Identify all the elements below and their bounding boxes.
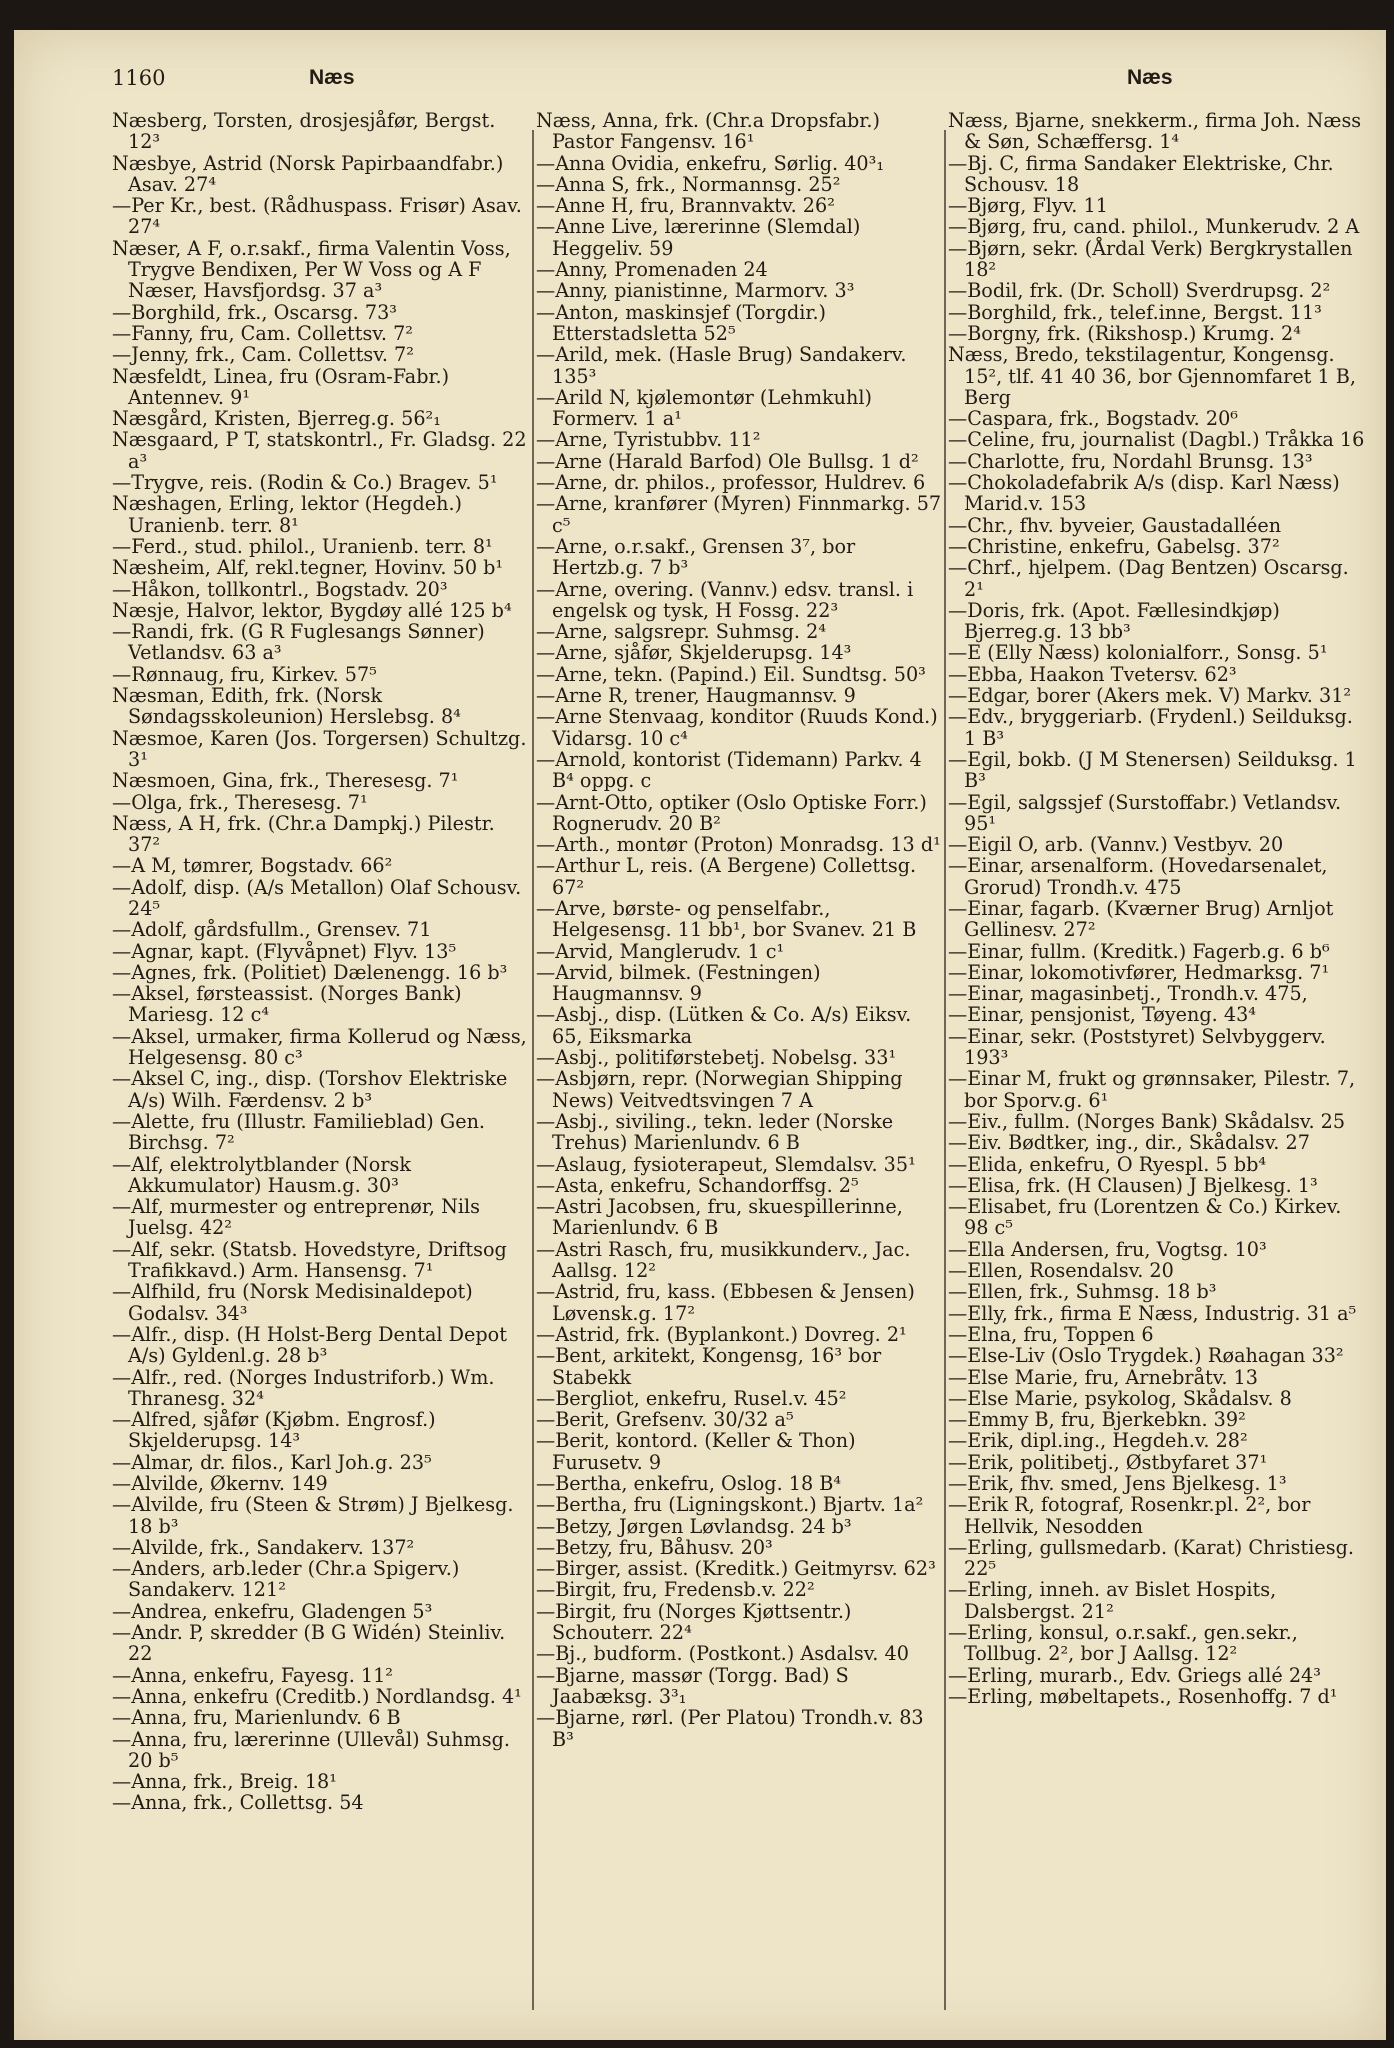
directory-entry: —Else Marie, psykolog, Skådalsv. 8 bbox=[948, 1386, 1292, 1410]
column-divider bbox=[532, 130, 534, 2010]
directory-entry: —Arne, salgsrepr. Suhmsg. 2⁴ bbox=[536, 620, 827, 644]
directory-entry: —Anna Ovidia, enkefru, Sørlig. 40³₁ bbox=[536, 151, 885, 175]
directory-entry: Næsje, Halvor, lektor, Bygdøy allé 125 b⁴ bbox=[112, 598, 512, 622]
directory-entry: —Anna, fru, lærerinne (Ullevål) Suhmsg. 20 b⁵ bbox=[112, 1727, 510, 1772]
directory-entry: —Per Kr., best. (Rådhuspass. Frisør) Asav. 27⁴ bbox=[112, 194, 522, 239]
directory-entry: —Adolf, gårdsfullm., Grensev. 71 bbox=[112, 918, 432, 942]
directory-entry: —Alfr., red. (Norges Industriforb.) Wm. Thranesg. 32⁴ bbox=[112, 1365, 495, 1410]
directory-entry: —Elisa, frk. (H Clausen) J Bjelkesg. 1³ bbox=[948, 1173, 1318, 1197]
directory-entry: —Betzy, Jørgen Løvlandsg. 24 b³ bbox=[536, 1514, 852, 1538]
directory-entry: —Anna S, frk., Normannsg. 25² bbox=[536, 172, 841, 196]
directory-entry: —Arth., montør (Proton) Monradsg. 13 d¹ bbox=[536, 833, 941, 857]
directory-entry: —Elly, frk., firma E Næss, Industrig. 31 a⁵ bbox=[948, 1301, 1357, 1325]
directory-entry: —Caspara, frk., Bogstadv. 20⁶ bbox=[948, 407, 1238, 431]
directory-entry: —Anna, fru, Marienlundv. 6 B bbox=[112, 1706, 401, 1730]
directory-entry: —Edv., bryggeriarb. (Frydenl.) Seilduksg. 1 B³ bbox=[948, 705, 1353, 750]
directory-entry: —Arne, sjåfør, Skjelderupsg. 14³ bbox=[536, 641, 852, 665]
directory-entry: —Egil, salgssjef (Surstoffabr.) Vetlandsv. 95¹ bbox=[948, 790, 1342, 835]
directory-entry: —Erik, politibetj., Østbyfaret 37¹ bbox=[948, 1450, 1268, 1474]
directory-entry: —Alette, fru (Illustr. Familieblad) Gen. Birchsg. 7² bbox=[112, 1109, 486, 1155]
directory-entry: Næsmoe, Karen (Jos. Torgersen) Schultzg. 3¹ bbox=[112, 726, 527, 771]
column-1 bbox=[112, 110, 530, 2010]
directory-entry: —E (Elly Næss) kolonialforr., Sonsg. 5¹ bbox=[948, 641, 1328, 665]
directory-entry: —Erling, møbeltapets., Rosenhoffg. 7 d¹ bbox=[948, 1684, 1338, 1708]
directory-entry: —Anders, arb.leder (Chr.a Spigerv.) Sandakerv. 121² bbox=[112, 1557, 460, 1602]
directory-entry: —Anna, enkefru (Creditb.) Nordlandsg. 4¹ bbox=[112, 1684, 522, 1708]
directory-entry: —Arnt-Otto, optiker (Oslo Optiske Forr.) Rognerudv. 20 B² bbox=[536, 790, 927, 835]
directory-entry: —Astrid, frk. (Byplankont.) Dovreg. 2¹ bbox=[536, 1322, 907, 1346]
directory-entry: —Fanny, fru, Cam. Collettsv. 7² bbox=[112, 321, 413, 345]
directory-entry: —Arne Stenvaag, konditor (Ruuds Kond.) Vidarsg. 10 c⁴ bbox=[536, 705, 938, 750]
directory-entry: —Arne, Tyristubbv. 11² bbox=[536, 428, 761, 452]
directory-entry: —Birgit, fru (Norges Kjøttsentr.) Schouterr. 22⁴ bbox=[536, 1599, 852, 1645]
directory-entry: —A M, tømrer, Bogstadv. 66² bbox=[112, 854, 393, 878]
directory-entry: —Astri Jacobsen, fru, skuespillerinne, Marienlundv. 6 B bbox=[536, 1195, 903, 1240]
directory-entry: —Chr., fhv. byveier, Gaustadalléen bbox=[948, 513, 1282, 537]
directory-entry: —Bjørg, fru, cand. philol., Munkerudv. 2 A bbox=[948, 215, 1360, 239]
directory-entry: —Eigil O, arb. (Vannv.) Vestbyv. 20 bbox=[948, 833, 1284, 857]
directory-entry: Næss, A H, frk. (Chr.a Dampkj.) Pilestr. 37² bbox=[112, 811, 495, 857]
directory-entry: —Einar, arsenalform. (Hovedarsenalet, Grorud) Trondh.v. 475 bbox=[948, 854, 1328, 899]
directory-entry: —Bj., budform. (Postkont.) Asdalsv. 40 bbox=[536, 1642, 909, 1666]
directory-entry: —Arild N, kjølemontør (Lehmkuhl) Formerv. 1 a¹ bbox=[536, 385, 872, 431]
directory-entry: Næsgård, Kristen, Bjerreg.g. 56²₁ bbox=[112, 407, 441, 431]
directory-entry: —Borghild, frk., telef.inne, Bergst. 11³ bbox=[948, 300, 1322, 324]
directory-entry: Næshagen, Erling, lektor (Hegdeh.) Uranienb. terr. 8¹ bbox=[112, 492, 463, 537]
directory-entry: —Arve, børste- og penselfabr., Helgesensg. 11 bb¹, bor Svanev. 21 B bbox=[536, 896, 917, 942]
directory-entry: —Birgit, fru, Fredensb.v. 22² bbox=[536, 1578, 815, 1602]
directory-entry: —Arvid, Manglerudv. 1 c¹ bbox=[536, 939, 785, 963]
column-2 bbox=[536, 110, 942, 2010]
directory-entry: —Anny, Promenaden 24 bbox=[536, 258, 768, 282]
directory-entry: —Adolf, disp. (A/s Metallon) Olaf Schousv. 24⁵ bbox=[112, 875, 522, 920]
directory-entry: —Alf, murmester og entreprenør, Nils Juelsg. 42² bbox=[112, 1195, 481, 1240]
directory-entry: Næsgaard, P T, statskontrl., Fr. Gladsg. 22 a³ bbox=[112, 428, 527, 473]
directory-entry: —Alfr., disp. (H Holst-Berg Dental Depot A/s) Gyldenl.g. 28 b³ bbox=[112, 1322, 507, 1368]
directory-entry: —Aksel C, ing., disp. (Torshov Elektriske A/s) Wilh. Færdensv. 2 b³ bbox=[112, 1067, 508, 1112]
directory-entry: —Asta, enkefru, Schandorffsg. 2⁵ bbox=[536, 1173, 859, 1197]
directory-entry: —Jenny, frk., Cam. Collettsv. 7² bbox=[112, 343, 414, 367]
directory-entry: —Eiv., fullm. (Norges Bank) Skådalsv. 25 bbox=[948, 1109, 1346, 1133]
directory-entry: —Astri Rasch, fru, musikkunderv., Jac. Aallsg. 12² bbox=[536, 1237, 911, 1283]
directory-entry: Næsfeldt, Linea, fru (Osram-Fabr.) Antennev. 9¹ bbox=[112, 364, 450, 409]
directory-entry: —Agnar, kapt. (Flyvåpnet) Flyv. 13⁵ bbox=[112, 939, 457, 963]
directory-entry: —Arne, tekn. (Papind.) Eil. Sundtsg. 50³ bbox=[536, 662, 926, 686]
directory-entry: —Astrid, fru, kass. (Ebbesen & Jensen) Løvensk.g. 17² bbox=[536, 1280, 915, 1325]
directory-entry: —Alf, sekr. (Statsb. Hovedstyre, Driftsog Trafikkavd.) Arm. Hansensg. 7¹ bbox=[112, 1237, 507, 1283]
directory-entry: —Anna, enkefru, Fayesg. 11² bbox=[112, 1663, 394, 1687]
directory-entry: —Bjørg, Flyv. 11 bbox=[948, 194, 1108, 218]
directory-entry: —Anny, pianistinne, Marmorv. 3³ bbox=[536, 279, 855, 303]
directory-entry: —Aksel, urmaker, firma Kollerud og Næss, Helgesensg. 80 c³ bbox=[112, 1024, 527, 1070]
directory-entry: —Betzy, fru, Båhusv. 20³ bbox=[536, 1535, 773, 1559]
directory-entry: —Bjarne, rørl. (Per Platou) Trondh.v. 83 B³ bbox=[536, 1706, 924, 1751]
directory-entry: —Almar, dr. filos., Karl Joh.g. 23⁵ bbox=[112, 1450, 432, 1474]
directory-entry: —Randi, frk. (G R Fuglesangs Sønner) Vetlandsv. 63 a³ bbox=[112, 620, 485, 665]
directory-entry: Næsmoen, Gina, frk., Theresesg. 7¹ bbox=[112, 769, 459, 793]
directory-entry: —Arne, overing. (Vannv.) edsv. transl. i engelsk og tysk, H Fossg. 22³ bbox=[536, 577, 914, 622]
header-left: Næs bbox=[309, 66, 355, 89]
directory-entry: —Arne, o.r.sakf., Grensen 3⁷, bor Hertzb.g. 7 b³ bbox=[536, 534, 856, 580]
directory-entry: —Alvilde, frk., Sandakerv. 137² bbox=[112, 1535, 415, 1559]
directory-entry: —Ebba, Haakon Tvetersv. 62³ bbox=[948, 662, 1237, 686]
directory-entry: —Chrf., hjelpem. (Dag Bentzen) Oscarsg. 2¹ bbox=[948, 556, 1349, 601]
directory-entry: —Erling, murarb., Edv. Griegs allé 24³ bbox=[948, 1663, 1321, 1687]
directory-entry: —Aksel, førsteassist. (Norges Bank) Mariesg. 12 c⁴ bbox=[112, 982, 462, 1027]
directory-entry: —Bergliot, enkefru, Rusel.v. 45² bbox=[536, 1386, 847, 1410]
header-right: Næs bbox=[1127, 66, 1173, 89]
directory-entry: —Asbj., siviling., tekn. leder (Norske Trehus) Marienlundv. 6 B bbox=[536, 1109, 894, 1155]
directory-entry: —Erling, gullsmedarb. (Karat) Christiesg. 22⁵ bbox=[948, 1535, 1354, 1581]
directory-entry: Næss, Bjarne, snekkerm., firma Joh. Næss & Søn, Schæffersg. 1⁴ bbox=[948, 110, 1362, 154]
directory-entry: —Anna, frk., Collettsg. 54 bbox=[112, 1791, 364, 1815]
directory-entry: —Borghild, frk., Oscarsg. 73³ bbox=[112, 300, 397, 324]
directory-entry: —Else-Liv (Oslo Trygdek.) Røahagan 33² bbox=[948, 1344, 1344, 1368]
directory-entry: —Ellen, frk., Suhmsg. 18 b³ bbox=[948, 1280, 1217, 1304]
directory-entry: —Chokoladefabrik A/s (disp. Karl Næss) Marid.v. 153 bbox=[948, 471, 1340, 516]
directory-entry: —Anton, maskinsjef (Torgdir.) Etterstadsletta 52⁵ bbox=[536, 300, 827, 345]
directory-entry: —Christine, enkefru, Gabelsg. 37² bbox=[948, 534, 1280, 558]
directory-entry: Næsberg, Torsten, drosjesjåfør, Bergst. 12³ bbox=[112, 110, 496, 154]
directory-entry: —Arnold, kontorist (Tidemann) Parkv. 4 B⁴ oppg. c bbox=[536, 747, 922, 793]
directory-entry: —Einar, lokomotivfører, Hedmarksg. 7¹ bbox=[948, 960, 1330, 984]
directory-entry: —Agnes, frk. (Politiet) Dælenengg. 16 b³ bbox=[112, 960, 508, 984]
directory-entry: —Trygve, reis. (Rodin & Co.) Bragev. 5¹ bbox=[112, 471, 498, 495]
directory-entry: —Alfhild, fru (Norsk Medisinaldepot) Godalsv. 34³ bbox=[112, 1280, 473, 1325]
directory-entry: —Rønnaug, fru, Kirkev. 57⁵ bbox=[112, 662, 377, 686]
directory-entry: —Erik R, fotograf, Rosenkr.pl. 2², bor Hellvik, Nesodden bbox=[948, 1493, 1311, 1538]
directory-entry: —Celine, fru, journalist (Dagbl.) Tråkka 16 bbox=[948, 428, 1365, 452]
directory-entry: —Arne (Harald Barfod) Ole Bullsg. 1 d² bbox=[536, 449, 919, 473]
directory-entry: —Einar, fullm. (Kreditk.) Fagerb.g. 6 b⁶ bbox=[948, 939, 1330, 963]
directory-entry: —Einar M, frukt og grønnsaker, Pilestr. 7, bor Sporv.g. 6¹ bbox=[948, 1067, 1356, 1112]
directory-entry: —Birger, assist. (Kreditk.) Geitmyrsv. 62³ bbox=[536, 1557, 936, 1581]
directory-entry: —Anna, frk., Breig. 18¹ bbox=[112, 1770, 337, 1794]
directory-entry: —Asbj., politiførstebetj. Nobelsg. 33¹ bbox=[536, 1046, 897, 1070]
column-3 bbox=[948, 110, 1368, 2010]
directory-entry: —Ferd., stud. philol., Uranienb. terr. 8¹ bbox=[112, 534, 493, 558]
directory-entry: Næss, Anna, frk. (Chr.a Dropsfabr.) Pastor Fangensv. 16¹ bbox=[536, 110, 880, 154]
directory-entry: —Charlotte, fru, Nordahl Brunsg. 13³ bbox=[948, 449, 1313, 473]
directory-entry: —Doris, frk. (Apot. Fællesindkjøp) Bjerreg.g. 13 bb³ bbox=[948, 598, 1280, 644]
directory-entry: —Erling, konsul, o.r.sakf., gen.sekr., Tollbug. 2², bor J Aallsg. 12² bbox=[948, 1621, 1298, 1666]
directory-entry: —Bj. C, firma Sandaker Elektriske, Chr. Schousv. 18 bbox=[948, 151, 1334, 196]
directory-entry: —Bodil, frk. (Dr. Scholl) Sverdrupsg. 2² bbox=[948, 279, 1331, 303]
directory-entry: —Anne H, fru, Brannvaktv. 26² bbox=[536, 194, 835, 218]
directory-entry: —Elna, fru, Toppen 6 bbox=[948, 1322, 1154, 1346]
directory-page bbox=[14, 30, 1386, 2040]
directory-entry: —Einar, sekr. (Poststyret) Selvbyggerv. 193³ bbox=[948, 1024, 1326, 1070]
directory-entry: —Asbj., disp. (Lütken & Co. A/s) Eiksv. 65, Eiksmarka bbox=[536, 1003, 912, 1048]
directory-entry: —Andrea, enkefru, Gladengen 5³ bbox=[112, 1599, 433, 1623]
directory-entry: —Arild, mek. (Hasle Brug) Sandakerv. 135³ bbox=[536, 343, 907, 388]
directory-entry: —Asbjørn, repr. (Norwegian Shipping News) Veitvedtsvingen 7 A bbox=[536, 1067, 903, 1112]
directory-entry: —Emmy B, fru, Bjerkebkn. 39² bbox=[948, 1408, 1246, 1432]
directory-entry: —Berit, kontord. (Keller & Thon) Furusetv. 9 bbox=[536, 1429, 856, 1474]
directory-entry: Næss, Bredo, tekstilagentur, Kongensg. 15², tlf. 41 40 36, bor Gjennomfaret 1 B, Berg bbox=[948, 343, 1356, 409]
directory-entry: —Eiv. Bødtker, ing., dir., Skådalsv. 27 bbox=[948, 1131, 1310, 1155]
directory-entry: —Ellen, Rosendalsv. 20 bbox=[948, 1259, 1174, 1283]
directory-entry: —Einar, magasinbetj., Trondh.v. 475, bbox=[948, 982, 1308, 1006]
directory-entry: —Aslaug, fysioterapeut, Slemdalsv. 35¹ bbox=[536, 1152, 916, 1176]
directory-entry: —Bjørn, sekr. (Årdal Verk) Bergkrystallen 18² bbox=[948, 236, 1353, 282]
directory-entry: —Alfred, sjåfør (Kjøbm. Engrosf.) Skjelderupsg. 14³ bbox=[112, 1408, 436, 1453]
directory-entry: Næser, A F, o.r.sakf., firma Valentin Voss, Trygve Bendixen, Per W Voss og A F Næser, Havsfjordsg. 37 a³ bbox=[112, 236, 511, 303]
directory-entry: —Andr. P, skredder (B G Widén) Steinliv. 22 bbox=[112, 1621, 506, 1666]
directory-entry: —Borgny, frk. (Rikshosp.) Krumg. 2⁴ bbox=[948, 321, 1301, 345]
directory-entry: —Erling, inneh. av Bislet Hospits, Dalsbergst. 21² bbox=[948, 1578, 1277, 1623]
directory-entry: —Bjarne, massør (Torgg. Bad) S Jaabæksg. 3³₁ bbox=[536, 1663, 849, 1708]
directory-entry: —Alvilde, Økernv. 149 bbox=[112, 1472, 328, 1495]
directory-entry: Næsheim, Alf, rekl.tegner, Hovinv. 50 b¹ bbox=[112, 556, 504, 580]
directory-entry: —Edgar, borer (Akers mek. V) Markv. 31² bbox=[948, 684, 1352, 708]
directory-entry: —Egil, bokb. (J M Stenersen) Seilduksg. 1 B³ bbox=[948, 747, 1357, 793]
directory-entry: —Olga, frk., Theresesg. 7¹ bbox=[112, 790, 368, 814]
column-divider bbox=[944, 130, 946, 2010]
directory-entry: Næsman, Edith, frk. (Norsk Søndagsskoleunion) Herslebsg. 8⁴ bbox=[112, 684, 461, 729]
directory-entry: —Else Marie, fru, Arnebråtv. 13 bbox=[948, 1365, 1258, 1389]
directory-entry: —Einar, fagarb. (Kværner Brug) Arnljot Gellinesv. 27² bbox=[948, 896, 1334, 942]
directory-entry: —Arne, dr. philos., professor, Huldrev. 6 bbox=[536, 471, 926, 495]
directory-entry: —Elisabet, fru (Lorentzen & Co.) Kirkev. 98 c⁵ bbox=[948, 1195, 1342, 1240]
directory-entry: —Anne Live, lærerinne (Slemdal) Heggeliv. 59 bbox=[536, 215, 861, 260]
directory-entry: —Elida, enkefru, O Ryespl. 5 bb⁴ bbox=[948, 1152, 1267, 1176]
directory-entry: —Alf, elektrolytblander (Norsk Akkumulator) Hausm.g. 30³ bbox=[112, 1152, 411, 1197]
directory-entry: —Bent, arkitekt, Kongensg, 16³ bor Stabekk bbox=[536, 1344, 882, 1389]
directory-entry: —Einar, pensjonist, Tøyeng. 43⁴ bbox=[948, 1003, 1256, 1027]
directory-entry: —Erik, fhv. smed, Jens Bjelkesg. 1³ bbox=[948, 1472, 1287, 1495]
directory-entry: —Ella Andersen, fru, Vogtsg. 10³ bbox=[948, 1237, 1267, 1261]
page-number: 1160 bbox=[112, 66, 166, 90]
directory-entry: —Alvilde, fru (Steen & Strøm) J Bjelkesg. 18 b³ bbox=[112, 1493, 514, 1538]
directory-entry: —Arne, kranfører (Myren) Finnmarkg. 57 c⁵ bbox=[536, 492, 942, 537]
directory-entry: —Arvid, bilmek. (Festningen) Haugmannsv. 9 bbox=[536, 960, 821, 1006]
directory-entry: —Arthur L, reis. (A Bergene) Collettsg. 67² bbox=[536, 854, 917, 899]
directory-entry: —Bertha, enkefru, Oslog. 18 B⁴ bbox=[536, 1472, 842, 1495]
directory-entry: Næsbye, Astrid (Norsk Papirbaandfabr.) Asav. 27⁴ bbox=[112, 151, 504, 196]
directory-entry: —Berit, Grefsenv. 30/32 a⁵ bbox=[536, 1408, 794, 1432]
directory-entry: —Erik, dipl.ing., Hegdeh.v. 28² bbox=[948, 1429, 1248, 1453]
directory-entry: —Bertha, fru (Ligningskont.) Bjartv. 1a² bbox=[536, 1493, 924, 1517]
directory-entry: —Arne R, trener, Haugmannsv. 9 bbox=[536, 684, 856, 708]
directory-entry: —Håkon, tollkontrl., Bogstadv. 20³ bbox=[112, 577, 448, 601]
